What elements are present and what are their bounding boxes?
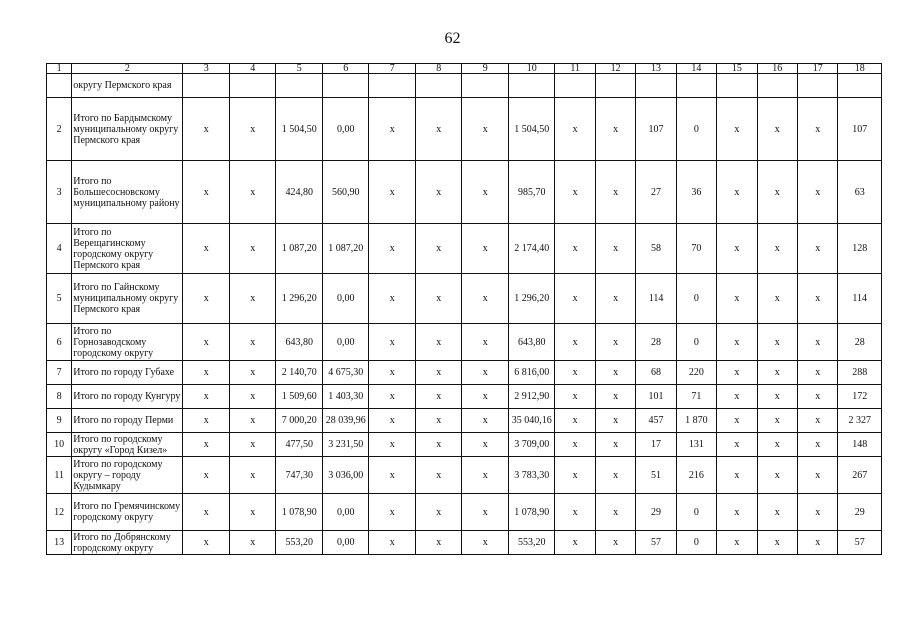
table-cell: x xyxy=(229,98,276,161)
table-cell: 424,80 xyxy=(276,161,323,224)
column-number-10: 10 xyxy=(508,64,555,74)
table-cell: x xyxy=(369,494,416,531)
table-cell: x xyxy=(595,385,635,409)
table-cell xyxy=(415,74,462,98)
table-body xyxy=(47,74,882,555)
table-cell: 28 xyxy=(838,324,882,361)
table-cell: 63 xyxy=(838,161,882,224)
table-cell: x xyxy=(415,433,462,457)
table-cell: 57 xyxy=(838,531,882,555)
table-cell: 0 xyxy=(676,494,716,531)
table-cell: 1 087,20 xyxy=(322,224,369,274)
column-number-13: 13 xyxy=(636,64,676,74)
row-number: 13 xyxy=(47,531,72,555)
table-cell: 1 403,30 xyxy=(322,385,369,409)
row-number: 6 xyxy=(47,324,72,361)
table-cell: x xyxy=(757,98,797,161)
row-name: округу Пермского края xyxy=(72,74,183,98)
column-number-2: 2 xyxy=(72,64,183,74)
table-cell: x xyxy=(183,385,230,409)
table-cell xyxy=(838,74,882,98)
table-cell: x xyxy=(797,224,837,274)
table-row xyxy=(47,361,882,385)
column-number-16: 16 xyxy=(757,64,797,74)
column-number-row xyxy=(47,64,882,74)
table-cell: x xyxy=(183,274,230,324)
row-name: Итого по Гайнскому муниципальному округу Пермского края xyxy=(72,274,183,324)
table-cell: 51 xyxy=(636,457,676,494)
table-row xyxy=(47,224,882,274)
column-number-9: 9 xyxy=(462,64,509,74)
table-cell: x xyxy=(415,531,462,555)
table-cell: 0,00 xyxy=(322,98,369,161)
table-cell xyxy=(229,74,276,98)
table-cell: 0 xyxy=(676,274,716,324)
column-number-17: 17 xyxy=(797,64,837,74)
table-cell: x xyxy=(555,161,595,224)
table-cell: 114 xyxy=(636,274,676,324)
table-cell xyxy=(757,74,797,98)
table-cell: x xyxy=(369,385,416,409)
table-cell: x xyxy=(717,98,757,161)
table-row xyxy=(47,74,882,98)
table-cell: x xyxy=(462,161,509,224)
table-cell: x xyxy=(462,494,509,531)
table-cell: x xyxy=(717,409,757,433)
table-cell: x xyxy=(229,161,276,224)
table-cell: x xyxy=(183,98,230,161)
table-cell xyxy=(322,74,369,98)
row-number: 3 xyxy=(47,161,72,224)
column-number-15: 15 xyxy=(717,64,757,74)
table-cell xyxy=(595,74,635,98)
table-cell: 553,20 xyxy=(508,531,555,555)
table-cell: x xyxy=(717,385,757,409)
table-cell: 4 675,30 xyxy=(322,361,369,385)
column-number-8: 8 xyxy=(415,64,462,74)
table-cell: 0,00 xyxy=(322,324,369,361)
table-cell: x xyxy=(595,409,635,433)
row-number xyxy=(47,74,72,98)
summary-table xyxy=(46,63,882,555)
table-cell: x xyxy=(415,274,462,324)
table-cell: x xyxy=(183,224,230,274)
table-cell: 172 xyxy=(838,385,882,409)
table-cell: 131 xyxy=(676,433,716,457)
table-cell: x xyxy=(595,457,635,494)
column-number-6: 6 xyxy=(322,64,369,74)
row-name: Итого по городу Кунгуру xyxy=(72,385,183,409)
row-number: 4 xyxy=(47,224,72,274)
table-row xyxy=(47,494,882,531)
table-cell: x xyxy=(797,274,837,324)
table-row xyxy=(47,324,882,361)
table-cell xyxy=(636,74,676,98)
table-cell: x xyxy=(369,324,416,361)
column-number-11: 11 xyxy=(555,64,595,74)
table-cell: x xyxy=(717,433,757,457)
table-cell: 6 816,00 xyxy=(508,361,555,385)
table-cell: x xyxy=(369,409,416,433)
column-number-4: 4 xyxy=(229,64,276,74)
table-cell: 1 504,50 xyxy=(276,98,323,161)
table-cell: 114 xyxy=(838,274,882,324)
page-number: 62 xyxy=(444,30,461,47)
table-cell: x xyxy=(183,433,230,457)
row-number: 8 xyxy=(47,385,72,409)
row-number: 9 xyxy=(47,409,72,433)
row-name: Итого по Горнозаводскому городскому округу xyxy=(72,324,183,361)
table-cell: x xyxy=(797,98,837,161)
table-cell: 3 036,00 xyxy=(322,457,369,494)
table-cell: x xyxy=(757,324,797,361)
table-cell: x xyxy=(717,324,757,361)
table-cell: x xyxy=(369,224,416,274)
table-cell: x xyxy=(369,457,416,494)
table-cell: x xyxy=(183,409,230,433)
table-cell xyxy=(369,74,416,98)
table-cell: 0 xyxy=(676,324,716,361)
table-cell xyxy=(676,74,716,98)
column-number-18: 18 xyxy=(838,64,882,74)
table-row xyxy=(47,98,882,161)
table-cell: x xyxy=(369,531,416,555)
column-number-5: 5 xyxy=(276,64,323,74)
table-row xyxy=(47,274,882,324)
table-cell: x xyxy=(415,161,462,224)
table-row xyxy=(47,161,882,224)
table-cell: x xyxy=(757,274,797,324)
table-cell: x xyxy=(797,433,837,457)
table-cell: x xyxy=(757,457,797,494)
table-cell: 1 078,90 xyxy=(508,494,555,531)
row-name: Итого по городскому округу – городу Кудымкару xyxy=(72,457,183,494)
table-cell: 560,90 xyxy=(322,161,369,224)
table-cell: x xyxy=(369,98,416,161)
table-cell: 2 174,40 xyxy=(508,224,555,274)
table-cell: x xyxy=(369,274,416,324)
table-cell: x xyxy=(369,161,416,224)
row-name: Итого по Добрянскому городскому округу xyxy=(72,531,183,555)
row-name: Итого по городскому округу «Город Кизел» xyxy=(72,433,183,457)
table-cell: 1 296,20 xyxy=(508,274,555,324)
table-cell: x xyxy=(415,409,462,433)
table-cell xyxy=(183,74,230,98)
table-cell: 267 xyxy=(838,457,882,494)
table-cell: x xyxy=(595,274,635,324)
row-name: Итого по Верещагинскому городскому округу Пермского края xyxy=(72,224,183,274)
table-cell: x xyxy=(797,409,837,433)
table-cell: x xyxy=(369,433,416,457)
table-cell: 29 xyxy=(838,494,882,531)
table-cell: x xyxy=(595,98,635,161)
table-cell: x xyxy=(183,324,230,361)
table-cell: 0 xyxy=(676,531,716,555)
table-cell: x xyxy=(555,274,595,324)
row-number: 10 xyxy=(47,433,72,457)
table-cell: 1 870 xyxy=(676,409,716,433)
table-cell: x xyxy=(229,324,276,361)
table-cell: x xyxy=(757,224,797,274)
row-number: 7 xyxy=(47,361,72,385)
table-cell: x xyxy=(415,324,462,361)
table-cell: x xyxy=(595,433,635,457)
table-cell xyxy=(276,74,323,98)
table-cell: 0,00 xyxy=(322,494,369,531)
table-cell: 643,80 xyxy=(508,324,555,361)
table-cell: x xyxy=(555,494,595,531)
table-cell: x xyxy=(797,161,837,224)
table-cell: 70 xyxy=(676,224,716,274)
table-cell: 58 xyxy=(636,224,676,274)
table-cell: x xyxy=(797,531,837,555)
table-cell: x xyxy=(595,361,635,385)
table-cell: 2 327 xyxy=(838,409,882,433)
table-cell: x xyxy=(462,98,509,161)
table-cell: x xyxy=(462,324,509,361)
table-cell: 101 xyxy=(636,385,676,409)
table-cell: 216 xyxy=(676,457,716,494)
table-cell: x xyxy=(369,361,416,385)
row-number: 11 xyxy=(47,457,72,494)
table-cell: 985,70 xyxy=(508,161,555,224)
table-cell: 68 xyxy=(636,361,676,385)
table-cell: x xyxy=(797,494,837,531)
table-cell: 1 296,20 xyxy=(276,274,323,324)
table-cell: x xyxy=(797,385,837,409)
row-name: Итого по Большесосновскому муниципальному району xyxy=(72,161,183,224)
table-cell: x xyxy=(183,457,230,494)
table-cell: x xyxy=(717,361,757,385)
table-cell: 71 xyxy=(676,385,716,409)
table-cell: 17 xyxy=(636,433,676,457)
table-cell: 1 078,90 xyxy=(276,494,323,531)
table-cell xyxy=(555,74,595,98)
table-row xyxy=(47,531,882,555)
column-number-14: 14 xyxy=(676,64,716,74)
table-cell: x xyxy=(229,433,276,457)
table-cell: 3 231,50 xyxy=(322,433,369,457)
table-cell: x xyxy=(229,274,276,324)
table-cell: 0,00 xyxy=(322,531,369,555)
table-cell xyxy=(717,74,757,98)
table-cell: x xyxy=(555,98,595,161)
table-cell: 1 504,50 xyxy=(508,98,555,161)
table-cell: x xyxy=(462,361,509,385)
table-cell: 107 xyxy=(838,98,882,161)
row-number: 2 xyxy=(47,98,72,161)
table-cell: x xyxy=(229,224,276,274)
table-cell: x xyxy=(462,385,509,409)
table-cell: x xyxy=(229,531,276,555)
table-cell: x xyxy=(757,409,797,433)
table-cell: x xyxy=(183,494,230,531)
table-cell: 3 783,30 xyxy=(508,457,555,494)
table-cell: x xyxy=(595,324,635,361)
table-cell: 148 xyxy=(838,433,882,457)
table-cell: x xyxy=(462,274,509,324)
table-cell: 128 xyxy=(838,224,882,274)
table-cell: x xyxy=(415,385,462,409)
column-number-3: 3 xyxy=(183,64,230,74)
table-cell: x xyxy=(595,494,635,531)
table-cell xyxy=(462,74,509,98)
table-cell: 2 140,70 xyxy=(276,361,323,385)
table-cell: 0,00 xyxy=(322,274,369,324)
table-cell: 28 039,96 xyxy=(322,409,369,433)
table-cell: x xyxy=(717,274,757,324)
column-number-1: 1 xyxy=(47,64,72,74)
table-cell: 1 509,60 xyxy=(276,385,323,409)
table-cell: x xyxy=(757,531,797,555)
row-name: Итого по городу Перми xyxy=(72,409,183,433)
table-cell: x xyxy=(462,457,509,494)
table-cell: 288 xyxy=(838,361,882,385)
table-cell: 27 xyxy=(636,161,676,224)
table-cell: x xyxy=(555,385,595,409)
table-row xyxy=(47,385,882,409)
table-cell: 35 040,16 xyxy=(508,409,555,433)
table-cell: x xyxy=(757,161,797,224)
table-row xyxy=(47,409,882,433)
row-name: Итого по Гремячинскому городскому округу xyxy=(72,494,183,531)
table-cell: 7 000,20 xyxy=(276,409,323,433)
table-cell: x xyxy=(462,531,509,555)
table-cell: x xyxy=(229,409,276,433)
table-cell: x xyxy=(555,531,595,555)
table-cell: 57 xyxy=(636,531,676,555)
table-cell: x xyxy=(757,385,797,409)
table-cell: x xyxy=(183,531,230,555)
row-name: Итого по Бардымскому муниципальному округу Пермского края xyxy=(72,98,183,161)
table-cell: x xyxy=(229,494,276,531)
table-cell: x xyxy=(555,433,595,457)
table-cell: 643,80 xyxy=(276,324,323,361)
table-cell: 3 709,00 xyxy=(508,433,555,457)
table-row xyxy=(47,433,882,457)
table-cell: x xyxy=(757,494,797,531)
table-cell: x xyxy=(797,361,837,385)
table-cell: x xyxy=(555,224,595,274)
table-cell: 107 xyxy=(636,98,676,161)
table-cell: x xyxy=(717,494,757,531)
table-cell: x xyxy=(462,433,509,457)
row-number: 12 xyxy=(47,494,72,531)
row-name: Итого по городу Губахе xyxy=(72,361,183,385)
table-cell: 36 xyxy=(676,161,716,224)
table-cell: x xyxy=(183,161,230,224)
table-cell: x xyxy=(229,361,276,385)
table-cell: x xyxy=(717,457,757,494)
table-cell: 220 xyxy=(676,361,716,385)
table-cell: 553,20 xyxy=(276,531,323,555)
column-number-12: 12 xyxy=(595,64,635,74)
table-cell: 2 912,90 xyxy=(508,385,555,409)
table-cell: x xyxy=(183,361,230,385)
table-cell: x xyxy=(555,457,595,494)
table-cell: x xyxy=(229,457,276,494)
table-cell: 477,50 xyxy=(276,433,323,457)
table-cell: 0 xyxy=(676,98,716,161)
table-cell: x xyxy=(415,98,462,161)
table-cell: x xyxy=(415,224,462,274)
table-cell: x xyxy=(229,385,276,409)
table-cell: x xyxy=(462,224,509,274)
table-cell: x xyxy=(717,531,757,555)
table-cell: x xyxy=(462,409,509,433)
table-cell: 28 xyxy=(636,324,676,361)
table-cell: x xyxy=(595,224,635,274)
table-cell: x xyxy=(555,409,595,433)
table-cell: x xyxy=(595,161,635,224)
table-cell: x xyxy=(415,457,462,494)
table-cell: x xyxy=(555,361,595,385)
column-number-7: 7 xyxy=(369,64,416,74)
table-cell xyxy=(797,74,837,98)
table-cell: x xyxy=(757,433,797,457)
table-cell: x xyxy=(757,361,797,385)
table-cell: 457 xyxy=(636,409,676,433)
table-cell: x xyxy=(797,457,837,494)
row-number: 5 xyxy=(47,274,72,324)
table-cell: x xyxy=(797,324,837,361)
table-cell: 1 087,20 xyxy=(276,224,323,274)
table-cell: x xyxy=(717,161,757,224)
table-cell: x xyxy=(555,324,595,361)
table-cell: x xyxy=(717,224,757,274)
table-cell: x xyxy=(415,361,462,385)
table-row xyxy=(47,457,882,494)
table-cell: 29 xyxy=(636,494,676,531)
table-cell: x xyxy=(595,531,635,555)
table-cell: x xyxy=(415,494,462,531)
table-cell xyxy=(508,74,555,98)
table-cell: 747,30 xyxy=(276,457,323,494)
